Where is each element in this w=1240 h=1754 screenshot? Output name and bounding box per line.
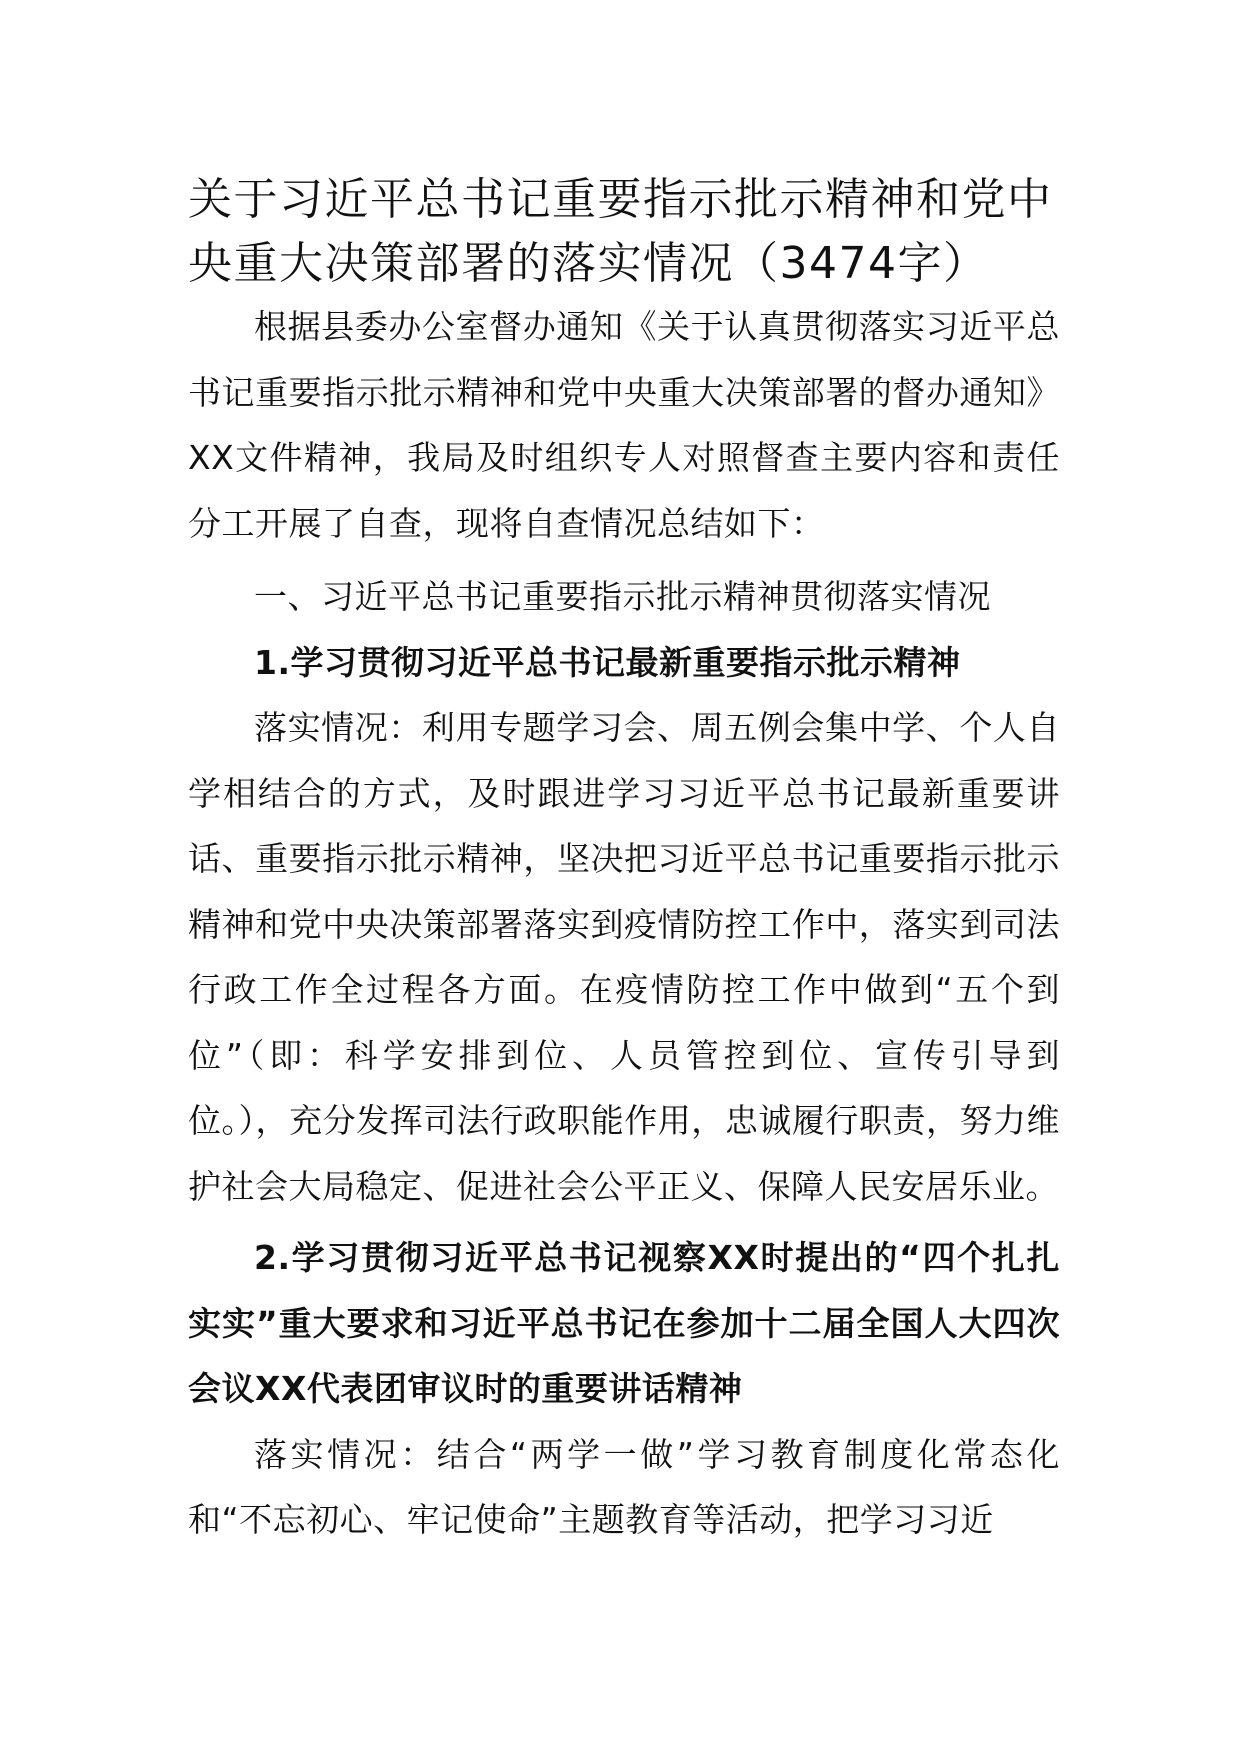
- item-2-body: 落实情况：结合“两学一做”学习教育制度化常态化和“不忘初心、牢记使命”主题教育等活动，把学习习近: [188, 1434, 1060, 1539]
- item-2-heading: 2.学习贯彻习近平总书记视察XX时提出的“四个扎扎实实”重大要求和习近平总书记在参加十二届全国人大四次会议XX代表团审议时的重要讲话精神: [188, 1238, 1060, 1408]
- intro-paragraph: 根据县委办公室督办通知《关于认真贯彻落实习近平总书记重要指示批示精神和党中央重大决策部署的督办通知》XX文件精神，我局及时组织专人对照督查主要内容和责任分工开展了自查，现将自查情况总结如下：: [188, 307, 1060, 543]
- item-1-body: 落实情况：利用专题学习会、周五例会集中学、个人自学相结合的方式，及时跟进学习习近平总书记最新重要讲话、重要指示批示精神，坚决把习近平总书记重要指示批示精神和党中央决策部署落实到疫情防控工作中，落实到司法行政工作全过程各方面。在疫情防控工作中做到“五个到位”（即：科学安排到位、人员管控到位、宣传引导到位。），充分发挥司法行政职能作用，忠诚履行职责，努力维护社会大局稳定、促进社会公平正义、保障人民安居乐业。: [188, 708, 1060, 1206]
- document-title: 关于习近平总书记重要指示批示精神和党中央重大决策部署的落实情况（3474字）: [188, 174, 1053, 289]
- section-heading-1: 一、习近平总书记重要指示批示精神贯彻落实情况: [254, 577, 991, 616]
- item-1-heading: 1.学习贯彻习近平总书记最新重要指示批示精神: [254, 642, 961, 682]
- document-page: [188, 168, 1060, 1553]
